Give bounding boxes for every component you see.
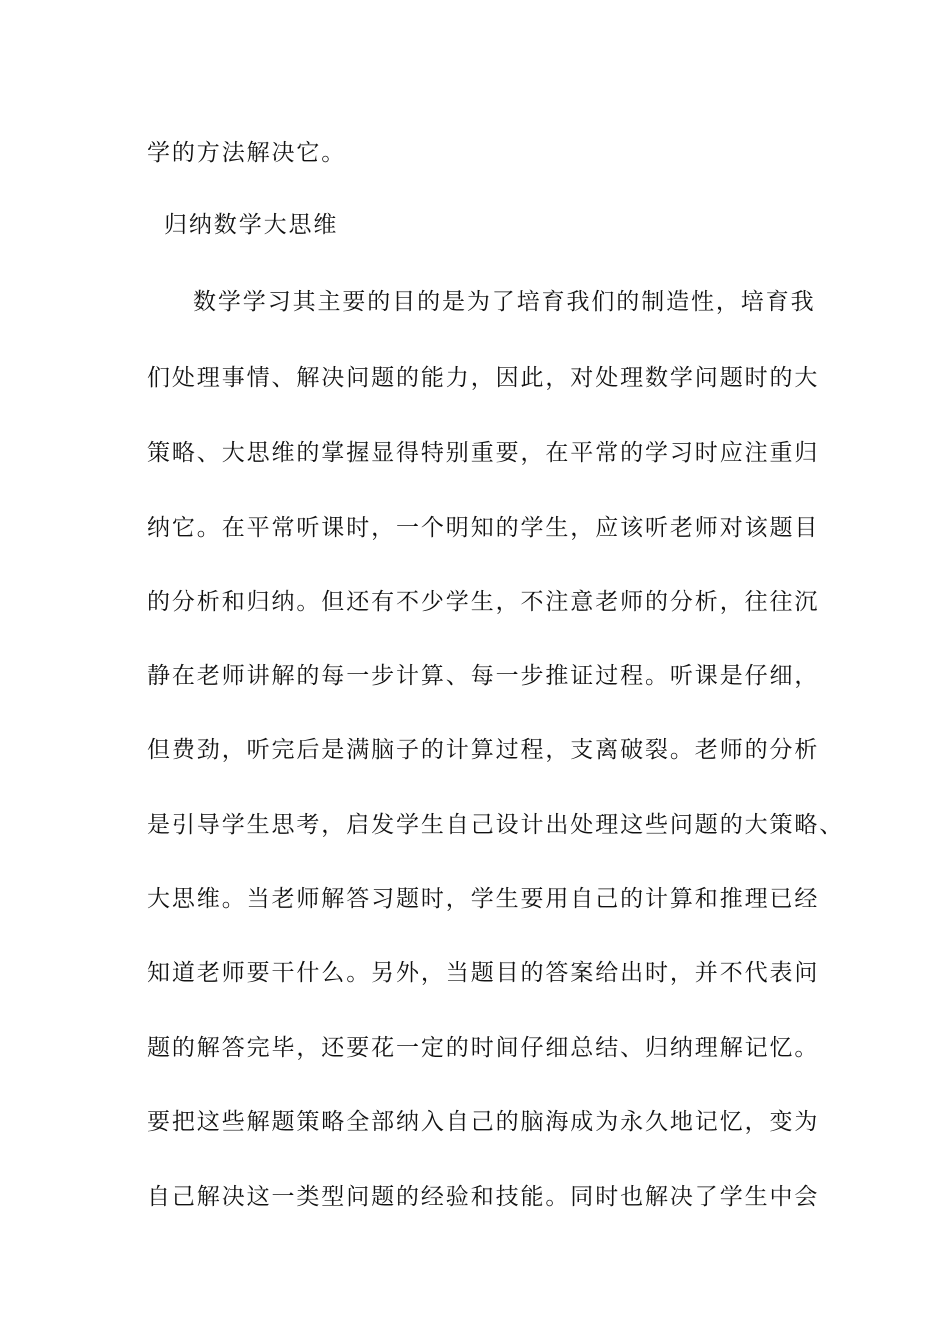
paragraph-line: 大思维。当老师解答习题时，学生要用自己的计算和推理已经 <box>147 886 820 912</box>
paragraph-line: 策略、大思维的掌握显得特别重要，在平常的学习时应注重归 <box>147 440 820 466</box>
paragraph-line: 题的解答完毕，还要花一定的时间仔细总结、归纳理解记忆。 <box>147 1035 820 1061</box>
paragraph-line: 但费劲，听完后是满脑子的计算过程，支离破裂。老师的分析 <box>147 737 820 763</box>
paragraph-line: 是引导学生思考，启发学生自己设计出处理这些问题的大策略、 <box>147 812 845 838</box>
section-heading: 归纳数学大思维 <box>164 212 339 238</box>
paragraph-line: 们处理事情、解决问题的能力，因此，对处理数学问题时的大 <box>147 365 820 391</box>
paragraph-line: 的分析和归纳。但还有不少学生，不注意老师的分析，往往沉 <box>147 589 820 615</box>
text-line-continuation: 学的方法解决它。 <box>147 140 347 166</box>
paragraph-line: 要把这些解题策略全部纳入自己的脑海成为永久地记忆，变为 <box>147 1109 820 1135</box>
paragraph-first-line: 数学学习其主要的目的是为了培育我们的制造性，培育我 <box>193 289 816 315</box>
paragraph-line: 静在老师讲解的每一步计算、每一步推证过程。听课是仔细， <box>147 663 820 689</box>
paragraph-line: 纳它。在平常听课时，一个明知的学生，应该听老师对该题目 <box>147 515 820 541</box>
paragraph-line: 自己解决这一类型问题的经验和技能。同时也解决了学生中会 <box>147 1184 820 1210</box>
paragraph-line: 知道老师要干什么。另外，当题目的答案给出时，并不代表问 <box>147 960 820 986</box>
